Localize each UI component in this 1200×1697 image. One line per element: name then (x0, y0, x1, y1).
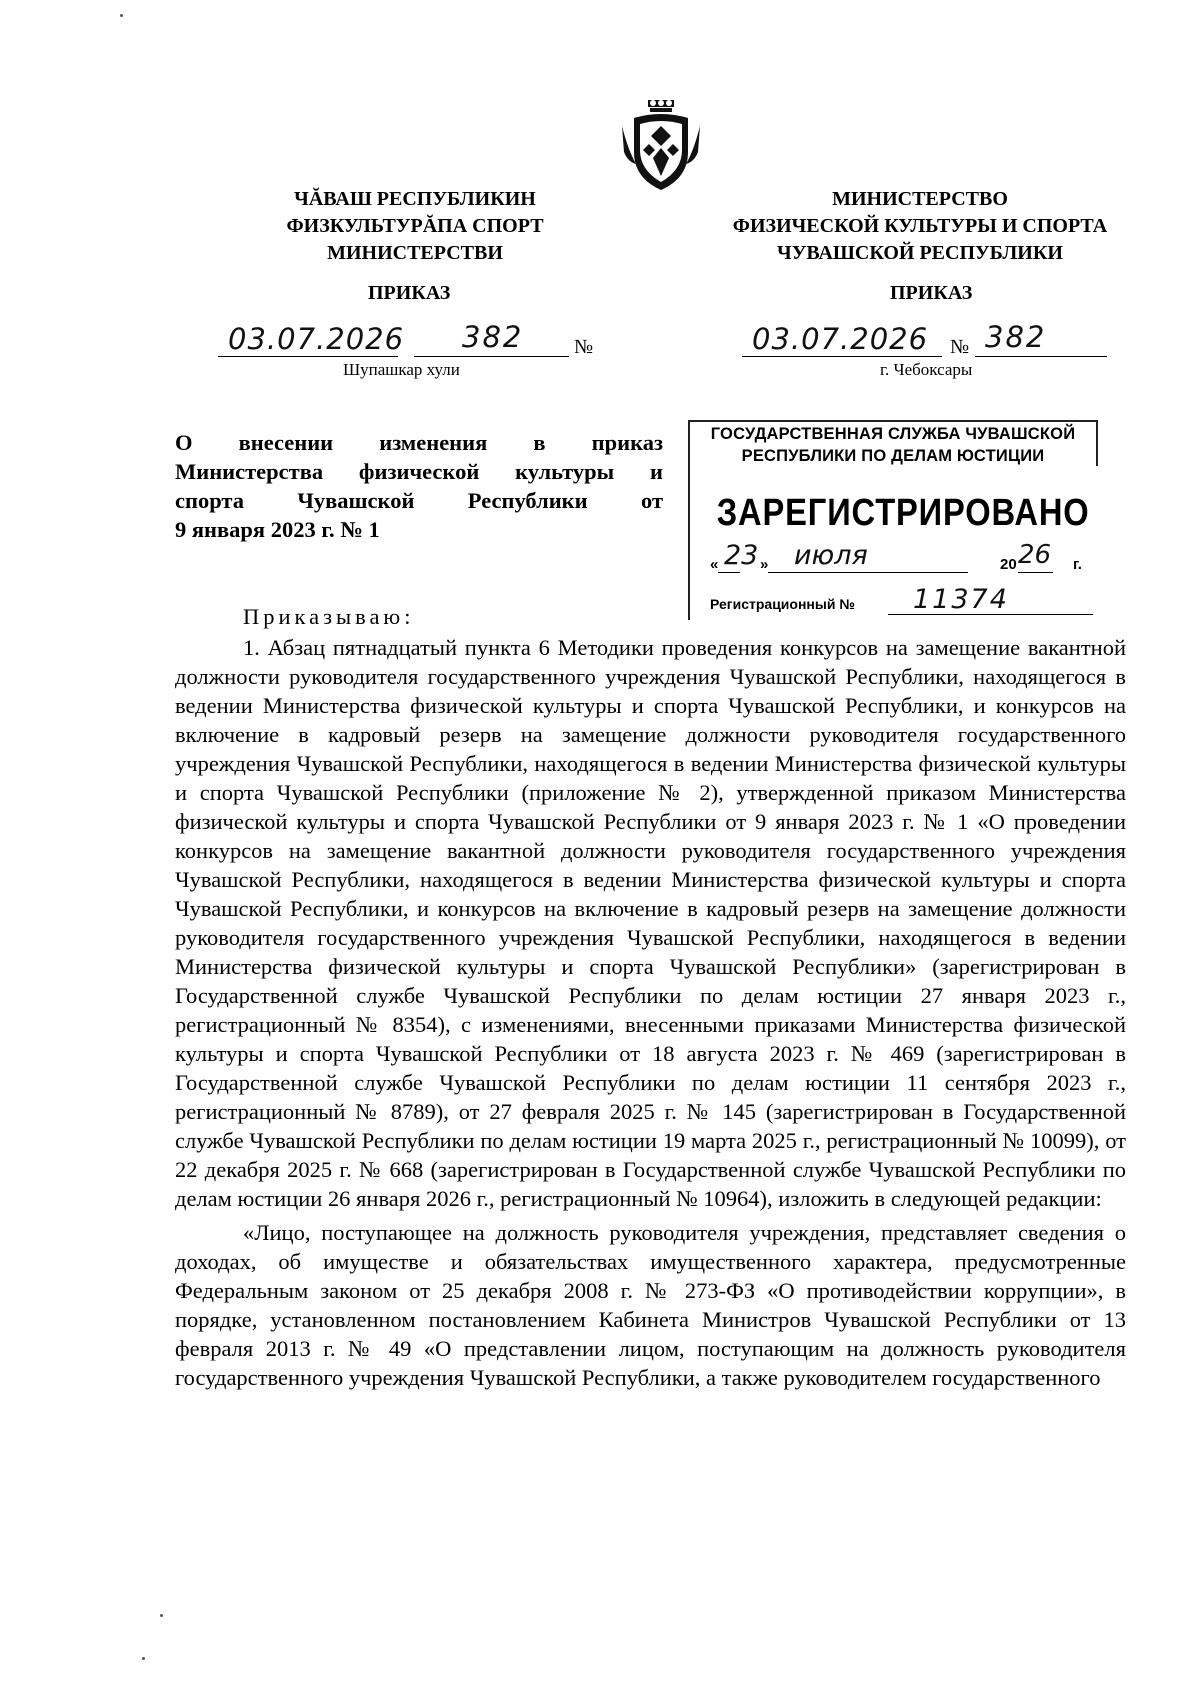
right-place: г. Чебоксары (880, 360, 973, 379)
stamp-year-handwritten: 26 (1018, 540, 1052, 570)
title-line-3: спорта Чувашской Республики от (175, 488, 663, 513)
stamp-day-handwritten: 23 (724, 540, 759, 571)
header-left-line3: МИНИСТЕРСТВИ (327, 242, 503, 264)
stamp-year-underline (1018, 572, 1053, 573)
stamp-open-quote: « (710, 556, 719, 573)
header-left-line2: ФИЗКУЛЬТУРĂПА СПОРТ (286, 215, 544, 237)
stamp-frame-top (688, 420, 1098, 422)
header-right-line1: МИНИСТЕРСТВО (832, 188, 1008, 210)
document-title (175, 428, 663, 544)
scan-speck (142, 1657, 145, 1660)
stamp-organization (688, 423, 1098, 467)
document-body (175, 633, 1126, 1392)
title-line-4: 9 января 2023 г. № 1 (175, 517, 380, 542)
stamp-registration-number: 11374 (913, 584, 1009, 615)
left-date-handwritten: 03.07.2026 (228, 322, 405, 356)
stamp-org-line1: ГОСУДАРСТВЕННАЯ СЛУЖБА ЧУВАШСКОЙ (710, 425, 1076, 443)
registration-stamp (688, 420, 1098, 620)
header-right-ministry (720, 186, 1120, 267)
paragraph-1: 1. Абзац пятнадцатый пункта 6 Методики проведения конкурсов на замещение вакантной должности руководителя государственного учреждения Чувашской Республики, находящегося в ведении Министерства физической культуры и спорта Чувашской Республики, и конкурсов на включение в кадровый резерв на замещение должности руководителя государственного учреждения Чувашской Республики, находящегося в ведении Министерства физической культуры и спорта Чувашской Республики (приложение № 2), утвержденной приказом Министерства физической культуры и спорта Чувашской Республики от 9 января 2023 г. № 1 «О проведении конкурсов на замещение вакантной должности руководителя государственного учреждения Чувашской Республики, находящегося в ведении Министерства физической культуры и спорта Чувашской Республики, и конкурсов на включение в кадровый резерв на замещение должности руководителя государственного учреждения Чувашской Республики, находящегося в ведении Министерства физической культуры и спорта Чувашской Республики» (зарегистрирован в Государственной службе Чувашской Республики по делам юстиции 27 января 2023 г., регистрационный № 8354), с изменениями, внесенными приказами Министерства физической культуры и спорта Чувашской Республики от 18 августа 2023 г. № 469 (зарегистрирован в Государственной службе Чувашской Республики по делам юстиции 11 сентября 2023 г., регистрационный № 8789), от 27 февраля 2025 г. № 145 (зарегистрирован в Государственной службе Чувашской Республики по делам юстиции 19 марта 2025 г., регистрационный № 10099), от 22 декабря 2025 г. № 668 (зарегистрирован в Государственной службе Чувашской Республики по делам юстиции 26 января 2026 г., регистрационный № 10964), изложить в следующей редакции: (175, 635, 1126, 1211)
header-right-line3: ЧУВАШСКОЙ РЕСПУБЛИКИ (777, 242, 1063, 264)
stamp-close-quote: » (760, 556, 769, 573)
header-left-ministry (215, 186, 615, 267)
stamp-year-suffix: г. (1073, 556, 1082, 573)
stamp-month-underline (768, 572, 968, 573)
paragraph-2: «Лицо, поступающее на должность руководителя учреждения, представляет сведения о доходах, об имуществе и обязательствах имущественного характера, предусмотренные Федеральным законом от 25 декабря 2008 г. № 273-ФЗ «О противодействии коррупции», в порядке, установленном постановлением Кабинета Министров Чувашской Республики от 13 февраля 2013 г. № 49 «О представлении лицом, поступающим на должность руководителя государственного учреждения Чувашской Республики, а также руководителем государственного (175, 1220, 1126, 1390)
left-place: Шупашкар хули (343, 360, 460, 379)
left-number-sign: № (574, 336, 594, 358)
left-number-underline (414, 356, 569, 357)
scan-speck (160, 1614, 163, 1617)
left-date-underline (218, 356, 398, 357)
stamp-month-handwritten: июля (794, 540, 868, 571)
title-line-2: Министерства физической культуры и (175, 459, 663, 484)
stamp-year-prefix: 20 (1000, 556, 1017, 573)
header-left-line1: ЧĂВАШ РЕСПУБЛИКИН (294, 188, 536, 210)
title-line-1: О внесении изменения в приказ (175, 430, 663, 455)
right-number-handwritten: 382 (985, 320, 1047, 354)
coat-of-arms-emblem (620, 100, 702, 192)
right-number-underline (975, 356, 1107, 357)
header-right-line2: ФИЗИЧЕСКОЙ КУЛЬТУРЫ И СПОРТА (732, 215, 1108, 237)
scan-speck (120, 14, 123, 17)
left-number-handwritten: 382 (462, 320, 524, 354)
stamp-org-line2: РЕСПУБЛИКИ ПО ДЕЛАМ ЮСТИЦИИ (741, 447, 1045, 465)
right-number-sign: № (950, 336, 970, 358)
stamp-day-underline (718, 572, 740, 573)
order-directive: Приказываю: (243, 604, 415, 629)
order-label-right: ПРИКАЗ (890, 282, 973, 304)
stamp-status: ЗАРЕГИСТРИРОВАНО (716, 492, 1090, 534)
order-label-left: ПРИКАЗ (368, 282, 451, 304)
right-date-underline (742, 356, 942, 357)
stamp-registration-label: Регистрационный № (710, 596, 855, 612)
right-date-handwritten: 03.07.2026 (752, 322, 929, 356)
